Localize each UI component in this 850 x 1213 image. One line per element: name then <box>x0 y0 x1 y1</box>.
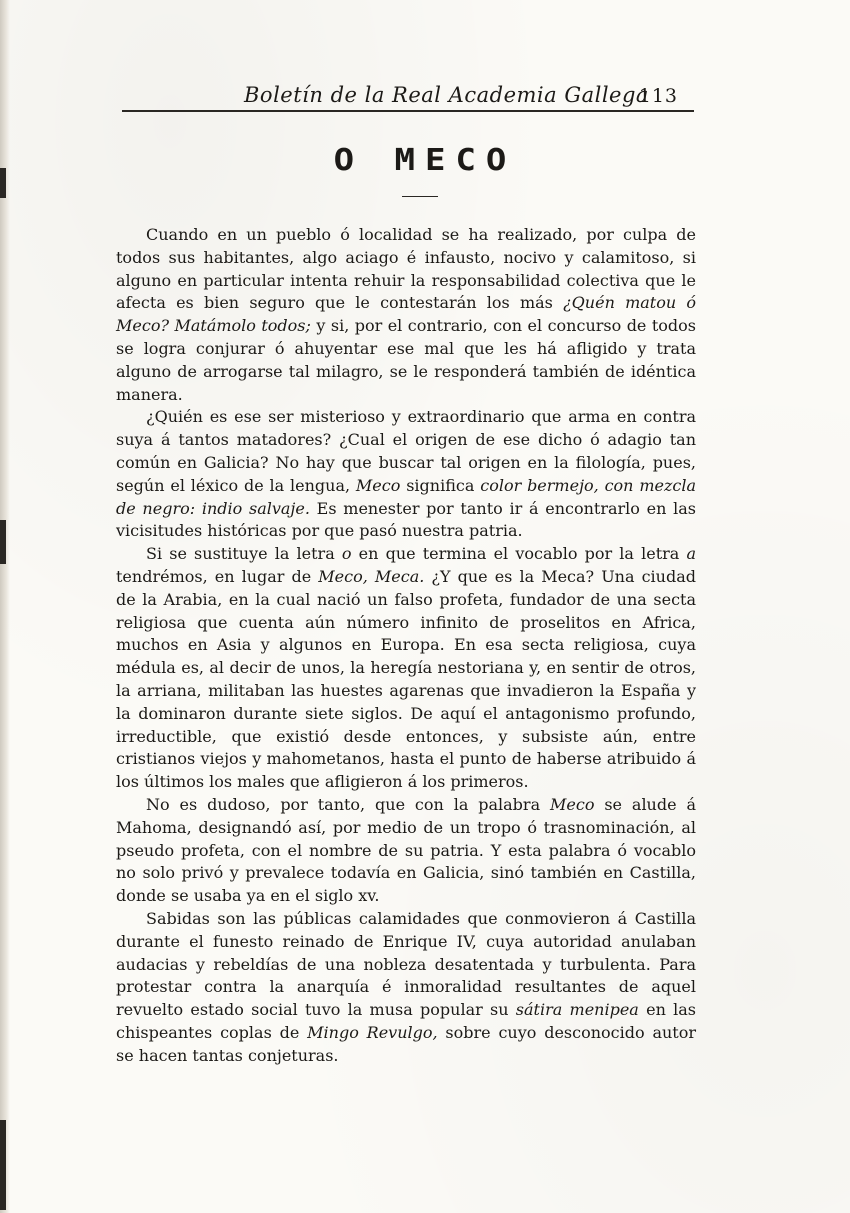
binding-mark <box>0 520 6 564</box>
page-number: 113 <box>638 85 678 107</box>
journal-title: Boletín de la Real Academia Gallega <box>244 83 649 107</box>
paragraph: No es dudoso, por tanto, que con la palabra Meco se alude á Mahoma, designandó así, por medio de un tropo ó trasnominación, al pseudo profeta, con el nombre de su patria. Y esta palabra ó vocablo no solo privó y prevalece todavía en Galicia, sinó también en Castilla, donde se usaba ya en el siglo xv. <box>116 794 696 906</box>
running-header <box>122 80 694 112</box>
article-title: O MECO <box>333 142 517 178</box>
binding-mark <box>0 1120 6 1210</box>
paragraph: Sabidas son las públicas calamidades que conmovieron á Castilla durante el funesto reinado de Enrique IV, cuya autoridad anulaban audacias y rebeldías de una nobleza desatentada y turbulenta. Para protestar contra la anarquía é inmoralidad resultantes de aquel revuelto estado social tuvo la musa popular su sátira menipea en las chispeantes coplas de Mingo Revulgo, sobre cuyo desconocido autor se hacen tantas conjeturas. <box>116 908 697 1065</box>
paragraph: Cuando en un pueblo ó localidad se ha realizado, por culpa de todos sus habitantes, algo aciago é infausto, nocivo y calamitoso, si alguno en particular intenta rehuir la responsabilidad colectiva que le afecta es bien seguro que le contestarán los más ¿Quén matou ó Meco? Matámolo todos; y si, por el contrario, con el concurso de todos se logra conjurar ó ahuyentar ese mal que les há afligido y trata alguno de arrogarse tal milagro, se le responderá también de idéntica manera. <box>116 225 697 404</box>
paragraph: Si se sustituye la letra o en que termina el vocablo por la letra a tendrémos, en lugar de Meco, Meca. ¿Y que es la Meca? Una ciudad de la Arabia, en la cual nació un falso profeta, fundador de una secta religiosa que cuenta aún número infinito de proselitos en Africa, muchos en Asia y algunos en Europa. En esa secta religiosa, cuya médula es, al decir de unos, la heregía nestoriana y, en sentir de otros, la arriana, militaban las huestes agarenas que invadieron la España y la dominaron durante siete siglos. De aquí el antagonismo profundo, irreductible, que existió desde entonces, y subsiste aún, entre cristianos viejos y mahometanos, hasta el punto de haberse atribuido á los últimos los males que afligieron á los primeros. <box>116 544 697 792</box>
article-body <box>116 224 696 1067</box>
paragraph: ¿Quién es ese ser misterioso y extraordinario que arma en contra suya á tantos matadores? ¿Cual el origen de ese dicho ó adagio tan común en Galicia? No hay que buscar tal origen en la filología, pues, según el léxico de la lengua, Meco significa color bermejo, con mezcla de negro: indio salvaje. Es menester por tanto ir á encontrarlo en las vicisitudes históricas por que pasó nuestra patria. <box>116 407 697 541</box>
title-rule <box>402 196 438 197</box>
